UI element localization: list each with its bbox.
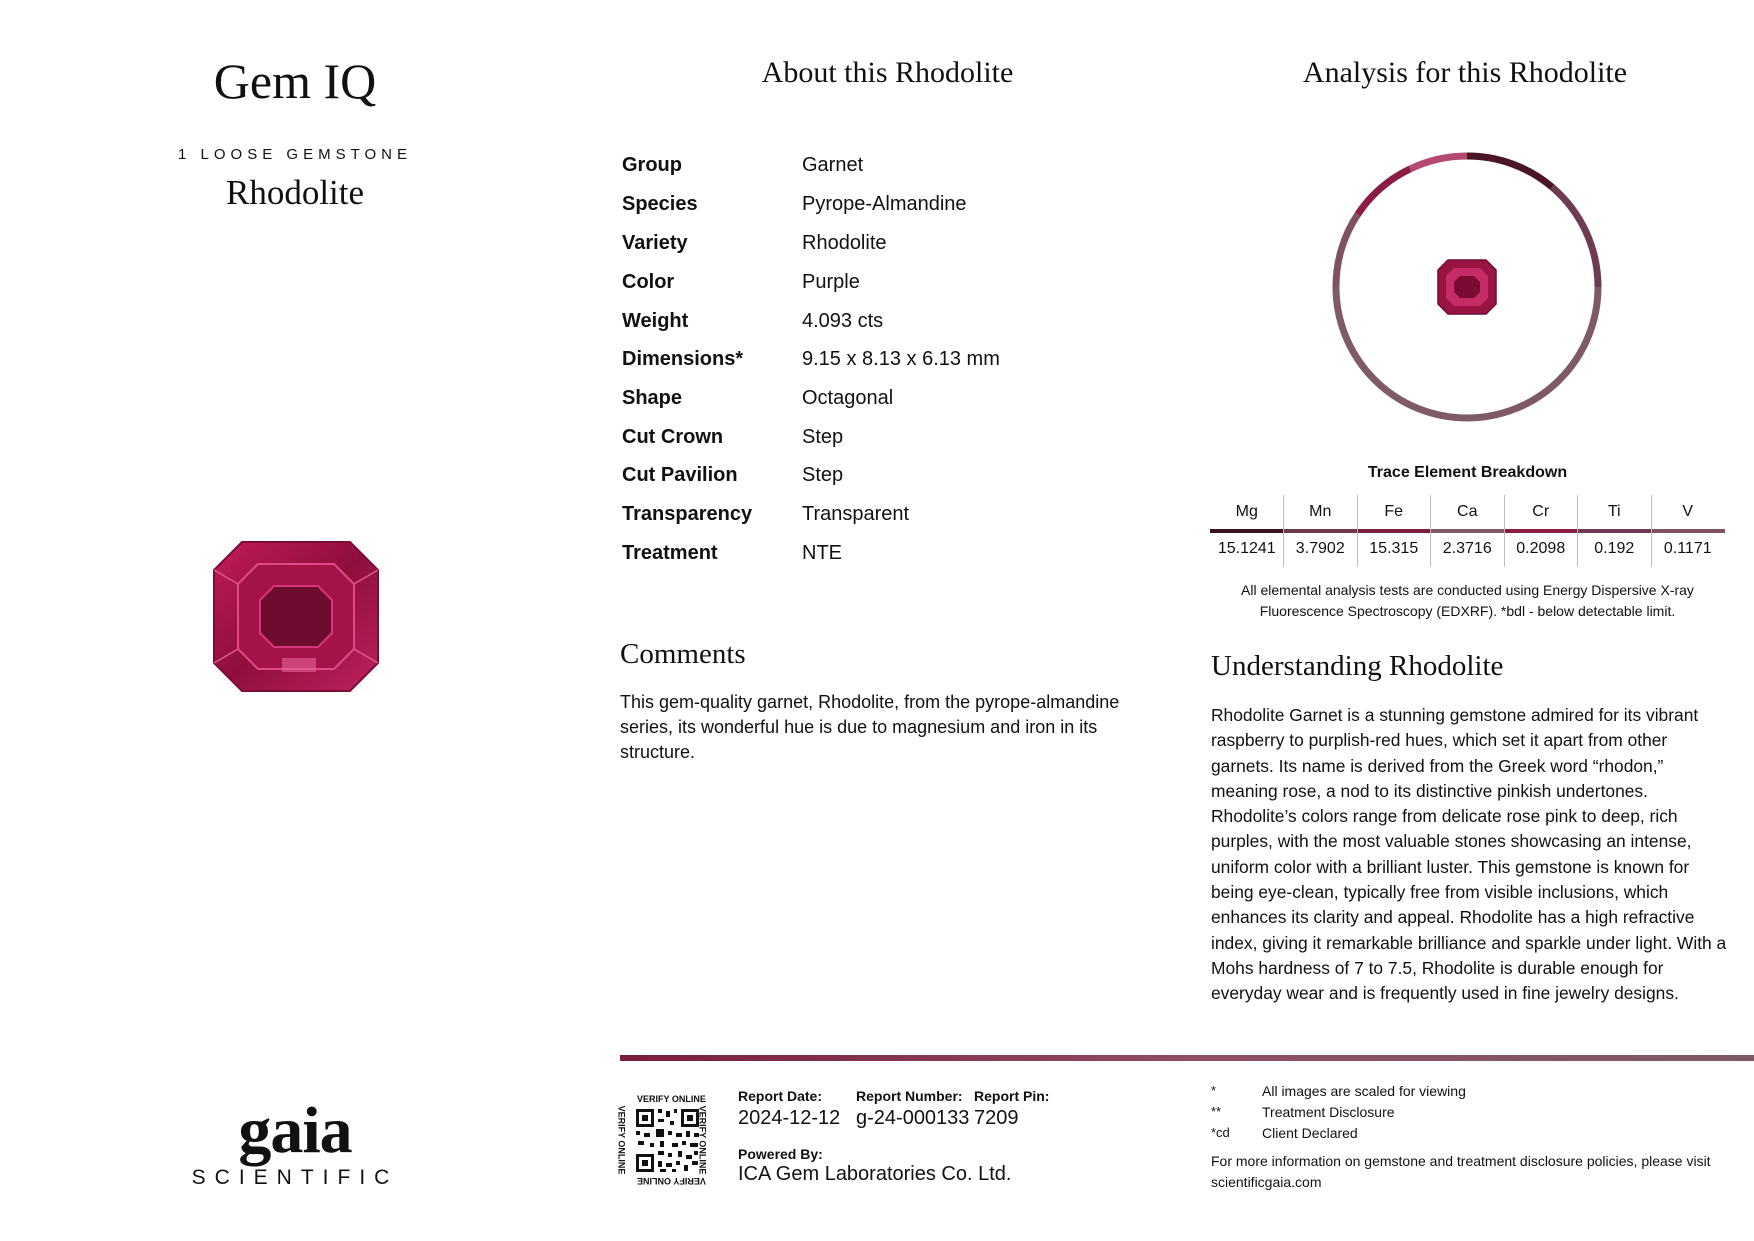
element-value: 0.2098 <box>1516 540 1566 557</box>
verify-online-label: VERIFY ONLINE <box>616 1105 627 1175</box>
element-symbol: Mn <box>1309 503 1332 520</box>
property-label: Cut Pavilion <box>622 464 738 486</box>
property-label: Dimensions* <box>622 348 744 370</box>
understanding-heading: Understanding Rhodolite <box>1211 650 1504 682</box>
more-info-text: For more information on gemstone and treatment disclosure policies, please visit scientificgaia.com <box>1211 1153 1711 1190</box>
property-label: Variety <box>622 232 688 254</box>
property-label: Group <box>622 154 682 176</box>
property-label: Shape <box>622 387 683 409</box>
verify-online-label: VERIFY ONLINE <box>637 1094 706 1104</box>
element-value: 3.7902 <box>1295 540 1345 557</box>
report-number-label: Report Number: <box>856 1088 963 1104</box>
element-color-bar <box>1284 529 1358 533</box>
property-label: Weight <box>622 310 689 332</box>
report-date-label: Report Date: <box>738 1088 823 1104</box>
brand-title: Gem IQ <box>213 53 377 109</box>
element-color-bar <box>1578 529 1652 533</box>
property-value: Pyrope-Almandine <box>802 193 967 215</box>
verify-online-label: VERIFY ONLINE <box>637 1176 706 1186</box>
legend-text: All images are scaled for viewing <box>1262 1083 1466 1099</box>
footer-divider-bar <box>620 1055 1754 1061</box>
element-value: 15.1241 <box>1217 540 1276 557</box>
legend-key: * <box>1211 1083 1217 1098</box>
element-symbol: Mg <box>1235 503 1258 520</box>
legend-text: Client Declared <box>1262 1125 1358 1141</box>
property-value: Octagonal <box>802 387 894 409</box>
analysis-heading: Analysis for this Rhodolite <box>1302 56 1628 89</box>
element-color-bar <box>1504 529 1578 533</box>
gem-name: Rhodolite <box>225 173 365 212</box>
column-divider <box>1504 495 1505 567</box>
about-heading: About this Rhodolite <box>761 56 1014 89</box>
property-value: Garnet <box>802 154 864 176</box>
ring-segment <box>1336 214 1358 287</box>
analysis-note: All elemental analysis tests are conducted using Energy Dispersive X-ray Fluorescence Spectroscopy (EDXRF). *bdl - below detectable limit. <box>1241 582 1694 619</box>
element-color-bar <box>1210 529 1284 533</box>
powered-by-value: ICA Gem Laboratories Co. Ltd. <box>738 1163 1012 1185</box>
property-value: Purple <box>802 271 860 293</box>
property-value: NTE <box>802 542 842 564</box>
powered-by-label: Powered By: <box>738 1146 823 1162</box>
ring-segment <box>1410 156 1467 169</box>
comments-heading: Comments <box>620 638 746 670</box>
property-value: Step <box>802 464 844 486</box>
element-symbol: Fe <box>1384 503 1404 520</box>
property-value: Rhodolite <box>802 232 887 254</box>
element-value: 2.3716 <box>1442 540 1492 557</box>
gaia-logo-subtitle: SCIENTIFIC <box>191 1166 399 1189</box>
property-value: 4.093 cts <box>802 310 884 332</box>
property-label: Color <box>622 271 675 293</box>
property-value: Transparent <box>802 503 910 525</box>
report-date-value: 2024-12-12 <box>738 1107 841 1129</box>
element-color-bar <box>1357 529 1431 533</box>
property-value: Step <box>802 426 844 448</box>
legend-text: Treatment Disclosure <box>1262 1104 1395 1120</box>
property-value: 9.15 x 8.13 x 6.13 mm <box>802 348 1000 370</box>
trace-element-table <box>1210 495 1725 567</box>
ring-segment <box>1467 156 1552 187</box>
column-divider <box>1357 495 1358 567</box>
gemstone-photo <box>212 540 380 693</box>
report-number-value: g-24-000133 <box>856 1107 970 1129</box>
element-symbol: Ca <box>1457 503 1478 520</box>
property-label: Transparency <box>622 503 753 525</box>
element-value: 15.315 <box>1369 540 1419 557</box>
element-color-bar <box>1651 529 1725 533</box>
color-ring <box>1330 150 1604 424</box>
lot-label: 1 LOOSE GEMSTONE <box>178 146 412 163</box>
legend-key: ** <box>1211 1104 1222 1119</box>
ring-segment <box>1552 187 1598 287</box>
element-symbol: Ti <box>1607 503 1621 520</box>
column-divider <box>1430 495 1431 567</box>
property-label: Treatment <box>622 542 718 564</box>
verify-online-label: VERIFY ONLINE <box>697 1105 708 1175</box>
gemstone-thumbnail <box>1438 260 1496 314</box>
element-value: 0.1171 <box>1663 540 1712 557</box>
property-label: Cut Crown <box>622 426 724 448</box>
trace-element-heading: Trace Element Breakdown <box>1367 464 1568 481</box>
element-symbol: V <box>1682 503 1694 520</box>
column-divider <box>1283 495 1284 567</box>
comments-text: This gem-quality garnet, Rhodolite, from the pyrope-almandine series, its wonderful hue is due to magnesium and iron in its structure. <box>620 692 1120 762</box>
column-divider <box>1651 495 1652 567</box>
legend-key: *cd <box>1211 1125 1230 1140</box>
column-divider <box>1577 495 1578 567</box>
gaia-logo-word: gaia <box>238 1094 352 1167</box>
element-color-bar <box>1431 529 1505 533</box>
understanding-text: Rhodolite Garnet is a stunning gemstone admired for its vibrant raspberry to purplish-red hues, which set it apart from other garnets. Its name is derived from the Greek word “rhodon,” meaning rose, a nod to its distinctive pinkish undertones. Rhodolite’s colors range from delicate rose pink to deep, rich purples, with the most valuable stones showcasing an intense, uniform color with a brilliant luster. This gemstone is known for being eye-clean, typically free from visible inclusions, which enhances its clarity and appeal. Rhodolite has a high refractive index, giving it remarkable brilliance and sparkle under light. With a Mohs hardness of 7 to 7.5, Rhodolite is durable enough for everyday wear and is frequently used in fine jewelry designs. <box>1211 705 1727 1004</box>
ring-segment <box>1358 169 1410 214</box>
report-pin-label: Report Pin: <box>974 1088 1050 1104</box>
element-value: 0.192 <box>1594 540 1635 557</box>
property-label: Species <box>622 193 698 215</box>
element-symbol: Cr <box>1532 503 1550 520</box>
report-pin-value: 7209 <box>974 1107 1019 1129</box>
